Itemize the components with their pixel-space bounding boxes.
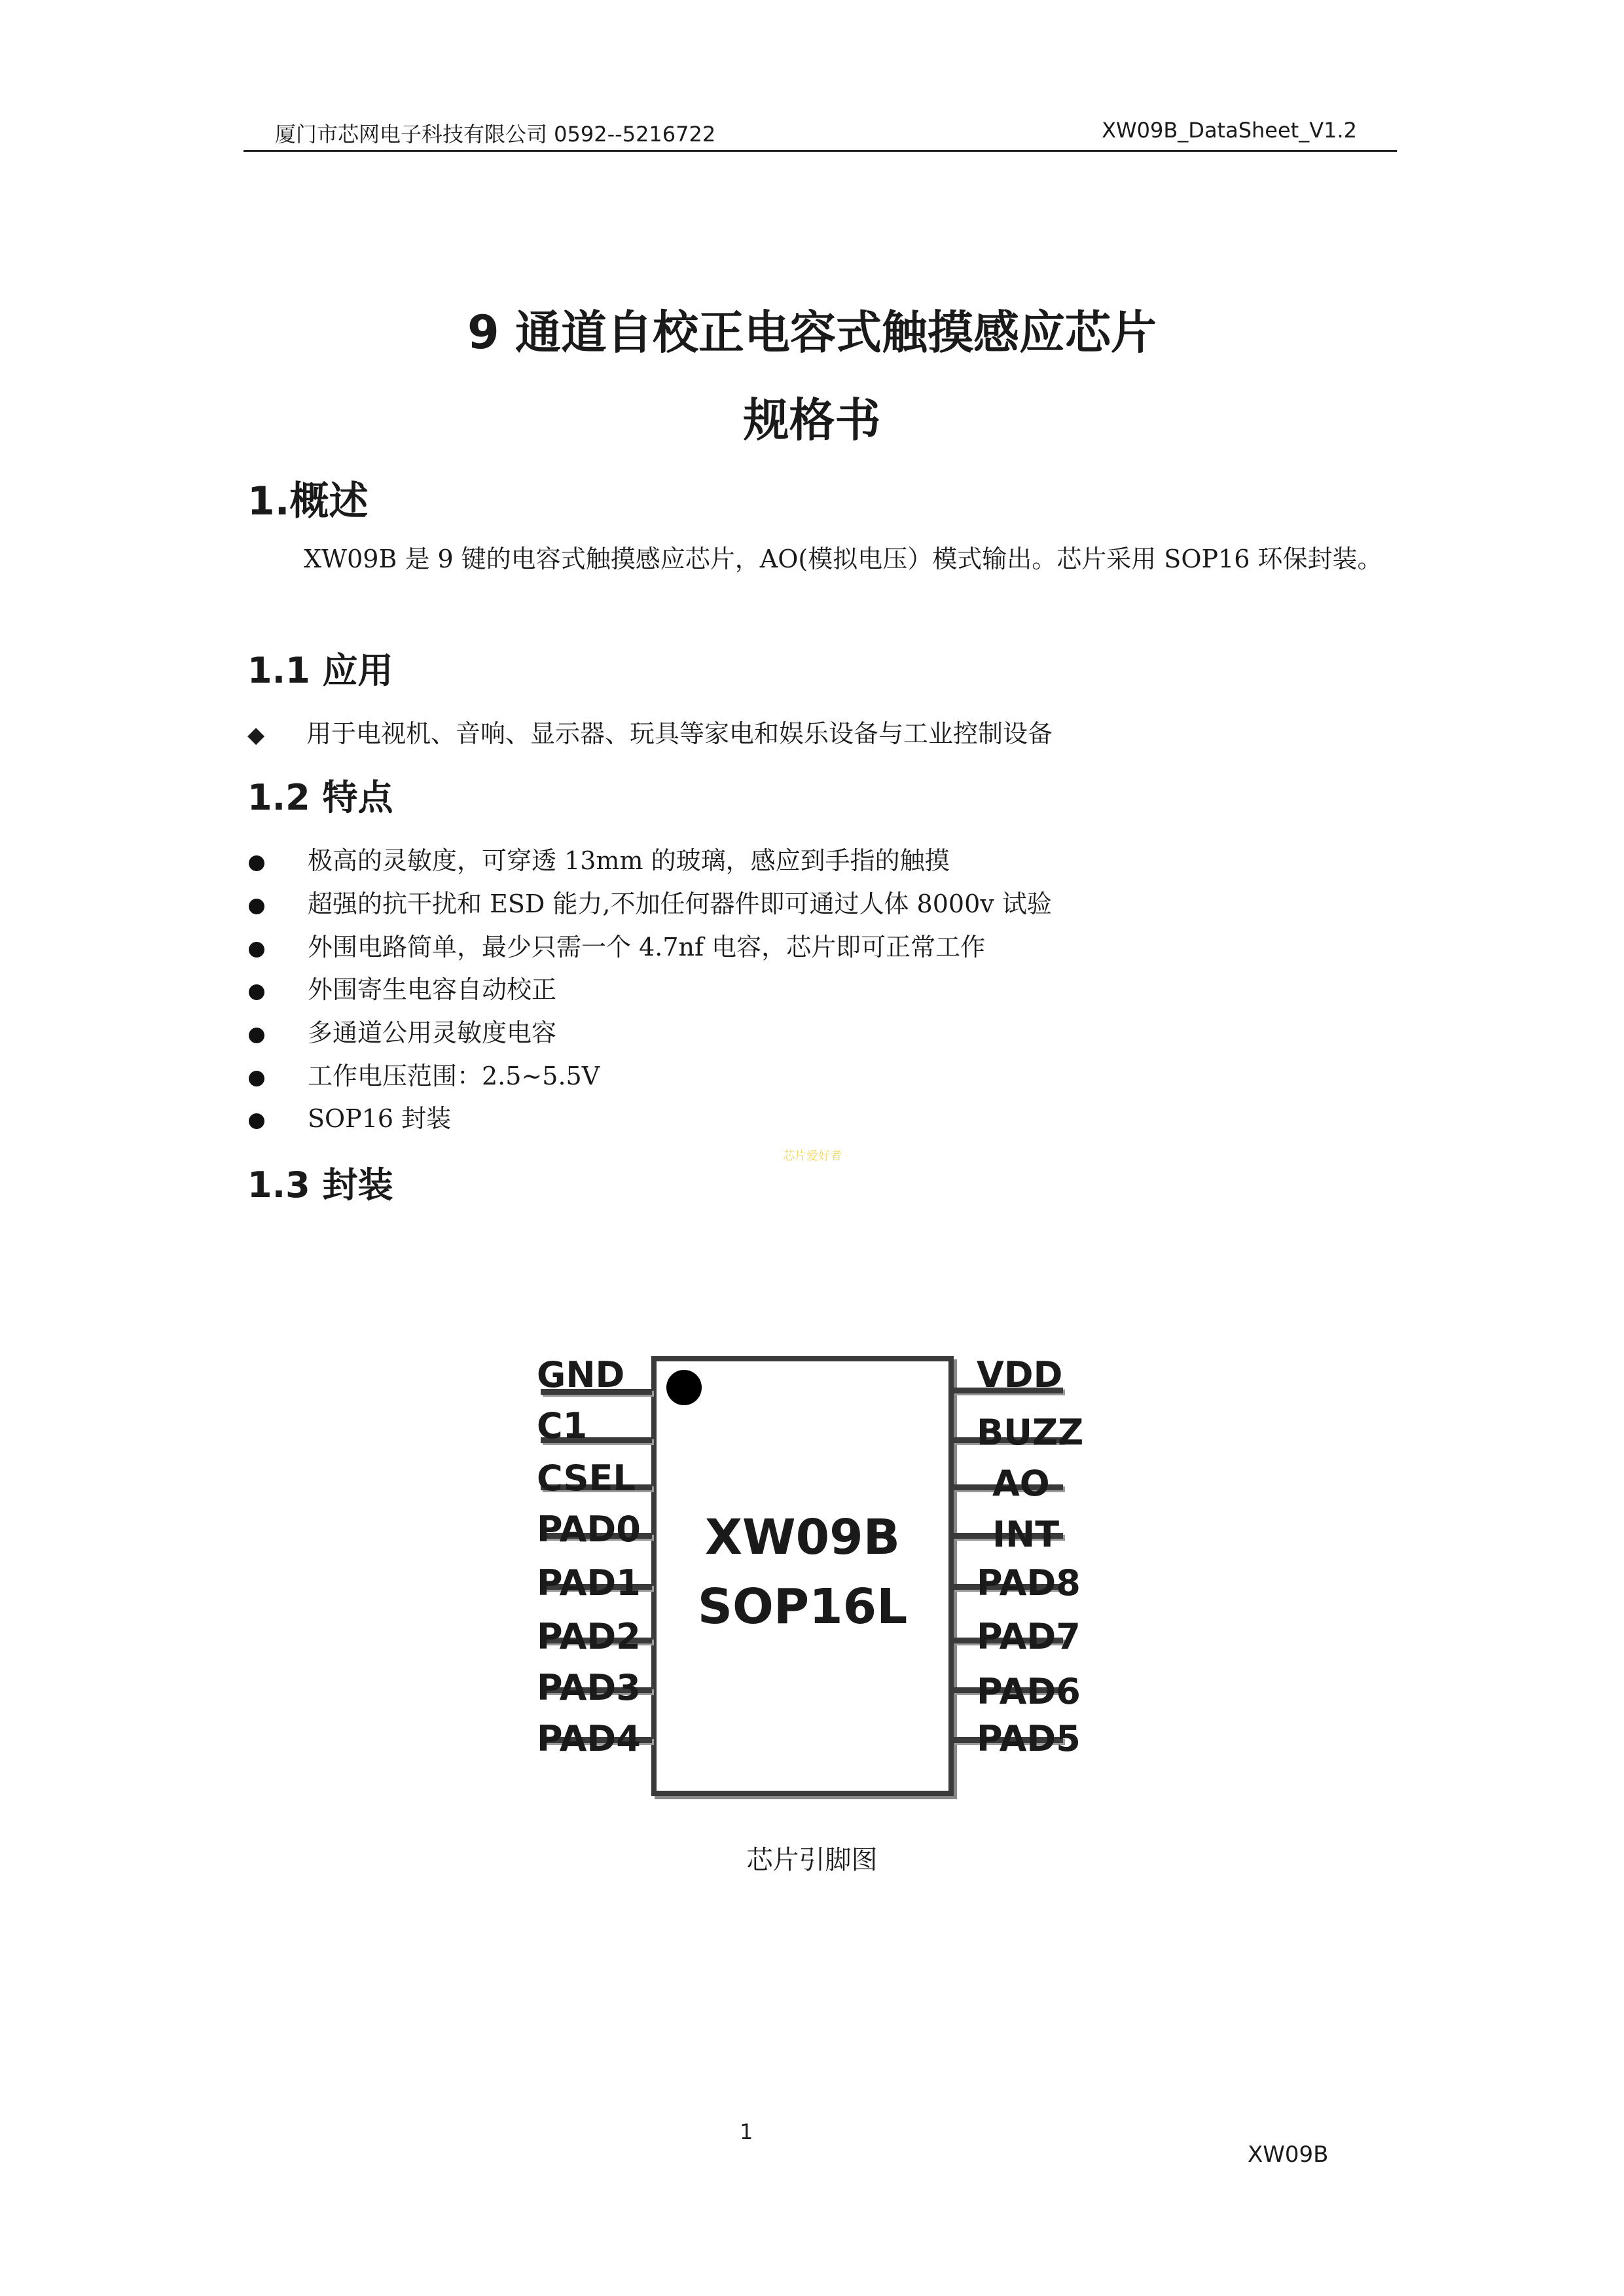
chip-package: SOP16L <box>697 1579 908 1635</box>
pin-label-right: PAD8 <box>977 1562 1081 1604</box>
bullet-icon <box>249 984 264 1000</box>
application-item-text: 用于电视机、音响、显示器、玩具等家电和娱乐设备与工业控制设备 <box>306 719 1053 748</box>
feature-item: SOP16 封装 <box>247 1098 451 1134</box>
header-doc-id: XW09B_DataSheet_V1.2 <box>1102 118 1357 143</box>
feature-item: 超强的抗干扰和 ESD 能力,不加任何器件即可通过人体 8000v 试验 <box>247 884 1052 920</box>
pin-label-left: CSEL <box>537 1458 636 1499</box>
pin-label-right: PAD7 <box>977 1616 1081 1657</box>
document-title: 9 通道自校正电容式触摸感应芯片 <box>467 306 1157 359</box>
document-subtitle: 规格书 <box>743 393 881 447</box>
pin-label-right: INT <box>992 1514 1060 1555</box>
figure-caption: 芯片引脚图 <box>746 1845 878 1875</box>
pin-label-right: AO <box>992 1463 1050 1504</box>
pin-label-left: PAD4 <box>537 1718 641 1759</box>
footer-model: XW09B <box>1248 2142 1329 2168</box>
page-number: 1 <box>740 2119 753 2144</box>
overview-paragraph: XW09B 是 9 键的电容式触摸感应芯片，AO(模拟电压）模式输出。芯片采用 SOP16 环保封装。 <box>304 545 1382 573</box>
bullet-icon <box>249 855 264 871</box>
feature-item: 外围寄生电容自动校正 <box>247 969 556 1005</box>
pin-label-left: PAD3 <box>537 1667 641 1708</box>
feature-item: 多通道公用灵敏度电容 <box>247 1013 556 1049</box>
header-rule <box>244 150 1397 152</box>
bullet-icon <box>249 899 264 914</box>
features-heading: 1.2 特点 <box>247 777 393 818</box>
feature-item: 极高的灵敏度，可穿透 13mm 的玻璃，感应到手指的触摸 <box>247 840 950 876</box>
chip-model: XW09B <box>704 1509 901 1566</box>
watermark: 芯片爱好者 <box>783 1149 842 1163</box>
feature-item: 外围电路简单，最少只需一个 4.7nf 电容，芯片即可正常工作 <box>247 927 985 963</box>
overview-heading: 1.概述 <box>247 478 369 524</box>
pin-label-right: BUZZ <box>977 1412 1084 1453</box>
application-heading: 1.1 应用 <box>247 650 393 691</box>
pin-label-left: C1 <box>537 1405 588 1446</box>
application-item <box>247 713 1053 749</box>
pin1-marker-icon <box>666 1370 702 1405</box>
feature-item: 工作电压范围：2.5~5.5V <box>247 1056 600 1092</box>
bullet-icon <box>249 1113 264 1129</box>
pin-label-left: PAD2 <box>537 1616 641 1657</box>
header-company: 厦门市芯网电子科技有限公司 0592--5216722 <box>275 122 716 147</box>
pin-label-right: VDD <box>977 1354 1063 1395</box>
pin-label-left: PAD1 <box>537 1562 641 1604</box>
diamond-bullet-icon: ◆ <box>247 722 265 748</box>
pin-label-right: PAD5 <box>977 1718 1081 1759</box>
package-heading: 1.3 封装 <box>247 1164 393 1206</box>
pin-label-left: PAD0 <box>537 1509 641 1550</box>
bullet-icon <box>249 1028 264 1043</box>
pin-label-left: GND <box>537 1354 625 1395</box>
chip-body <box>651 1356 954 1796</box>
bullet-icon <box>249 1071 264 1086</box>
bullet-icon <box>249 942 264 958</box>
pin-label-right: PAD6 <box>977 1671 1081 1712</box>
